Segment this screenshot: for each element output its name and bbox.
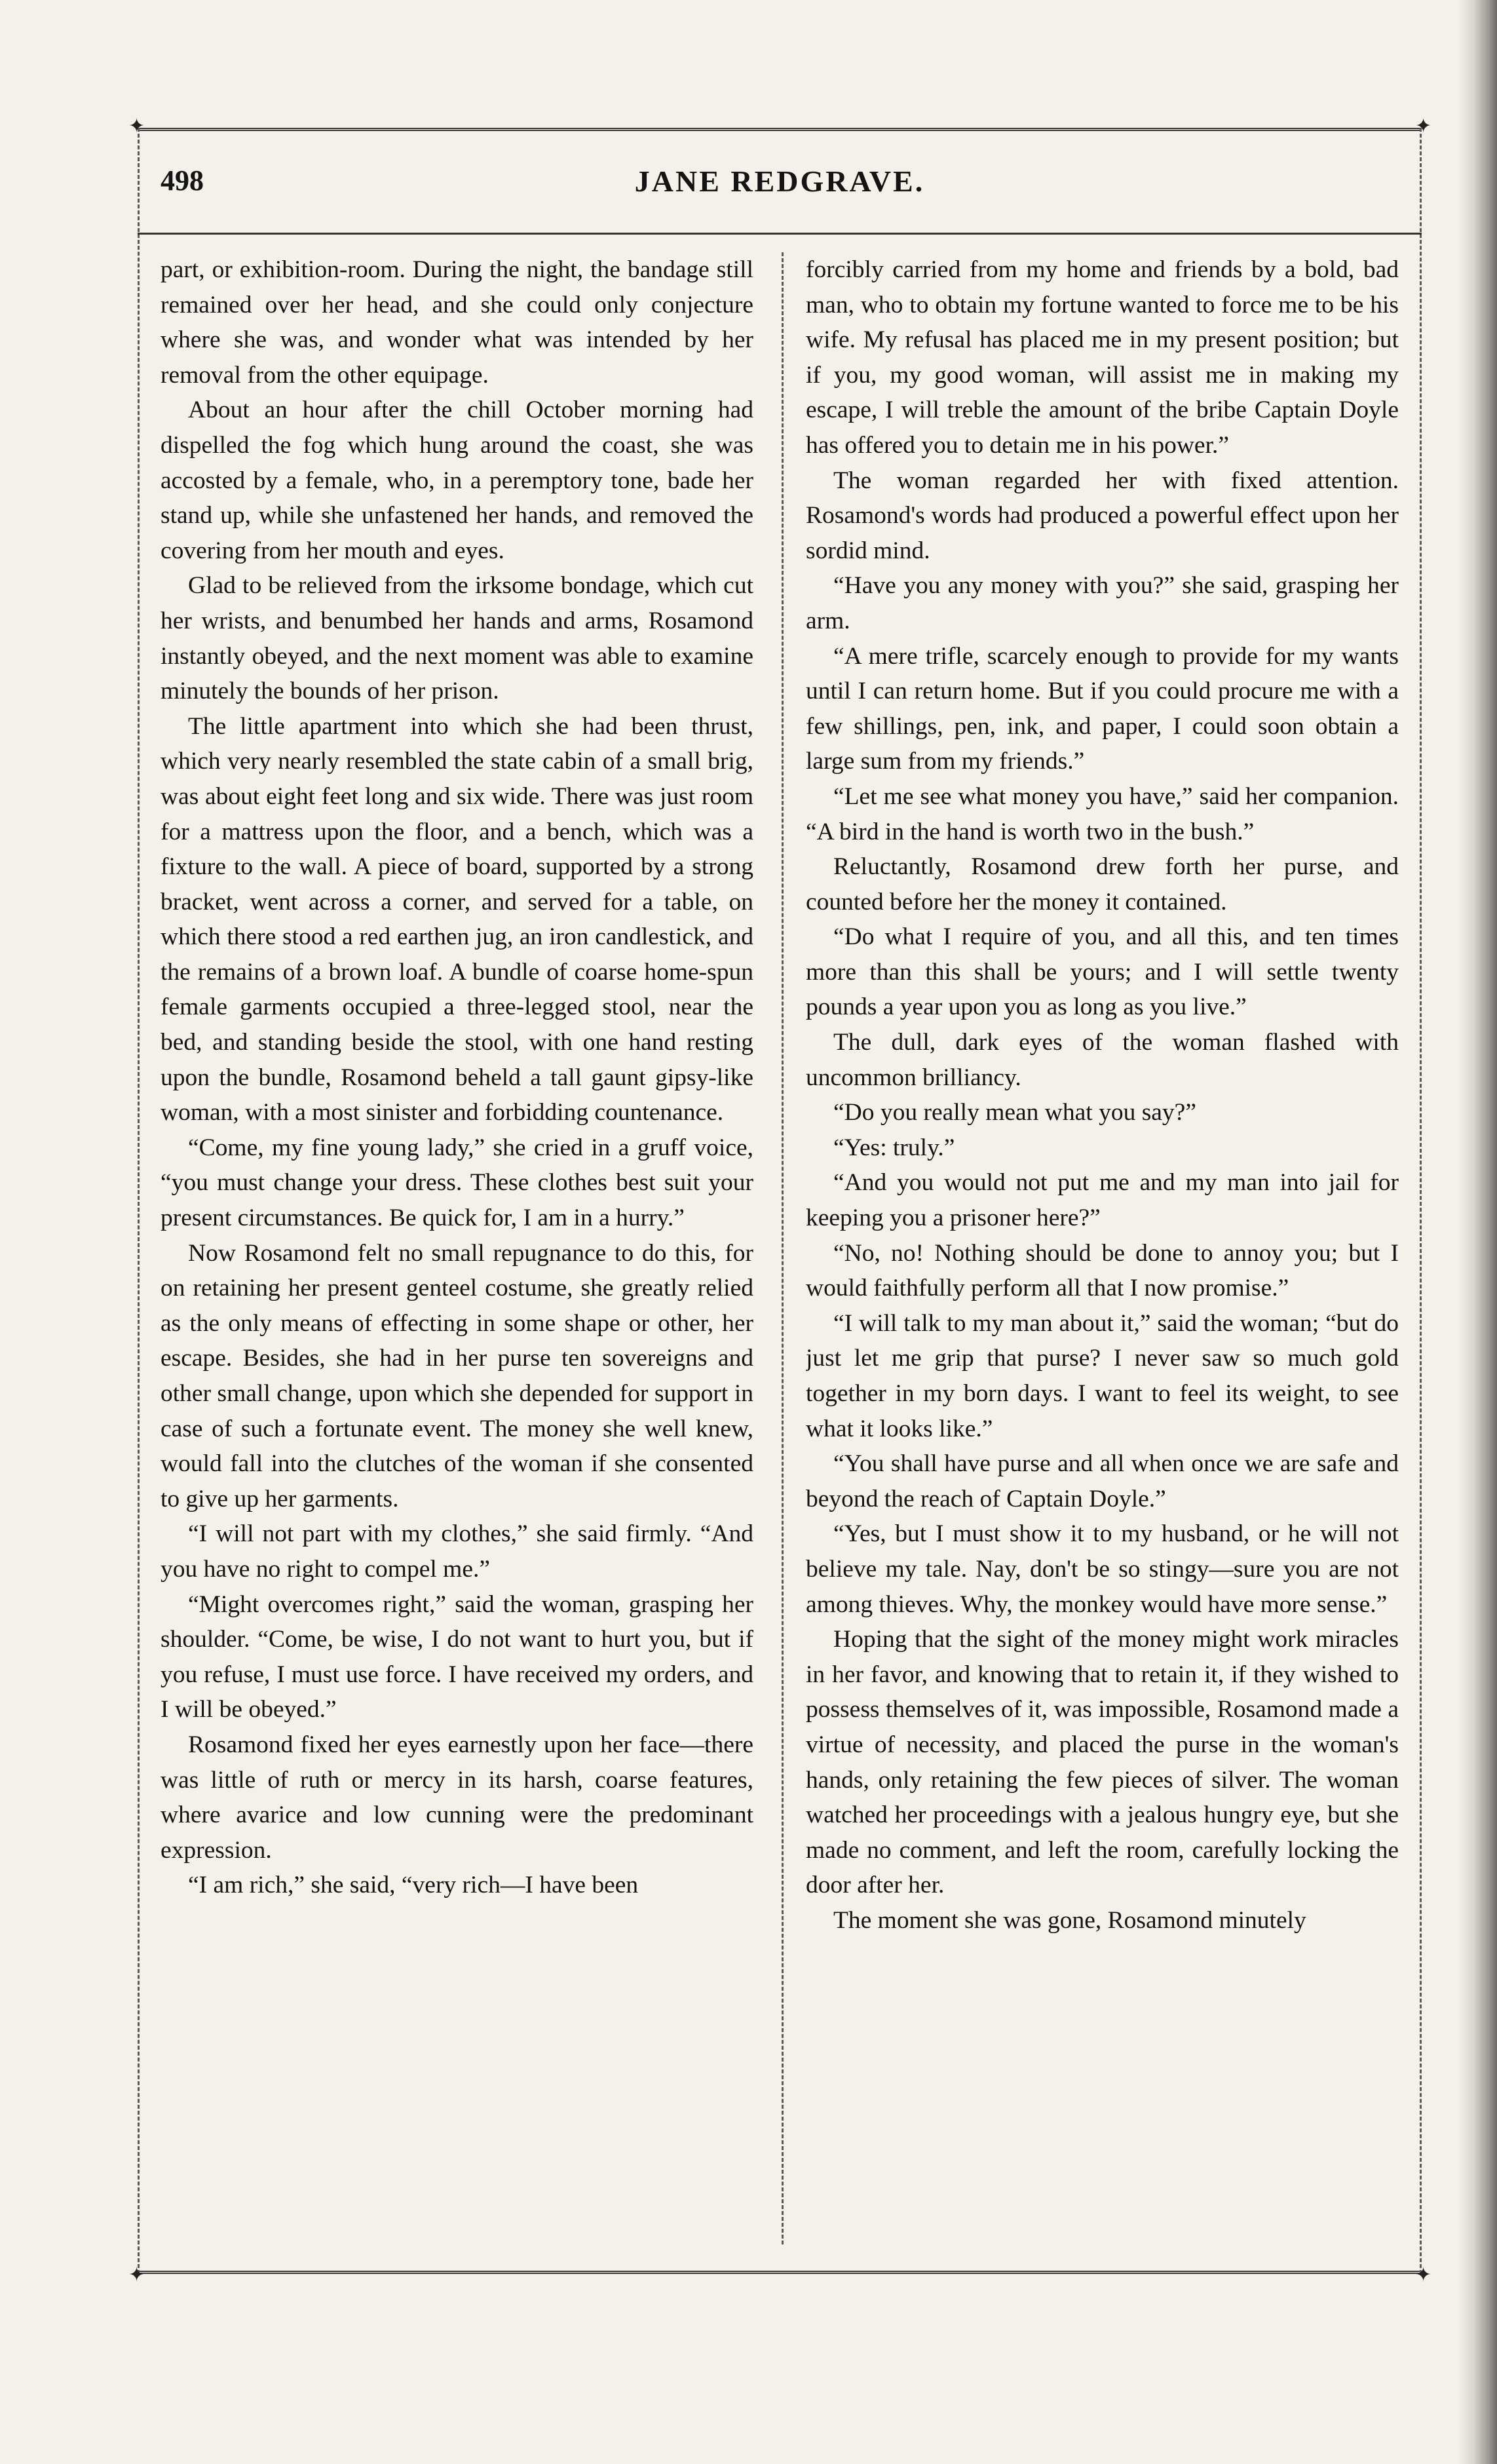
- paragraph: The moment she was gone, Rosamond minutely: [833, 1906, 1306, 1934]
- page-header: [161, 164, 1399, 210]
- bottom-border-rule: [138, 2271, 1422, 2274]
- paragraph: forcibly carried from my home and friends by a bold, bad man, who to obtain my fortune wanted to force me to be his wife. My refusal has placed me in my present position; but if you, my good woman, will assist me in making my escape, I will treble the amount of the bribe Captain Doyle has offered you to detain me in his power.”: [806, 256, 1399, 459]
- paragraph: “And you would not put me and my man into jail for keeping you a prisoner here?”: [806, 1169, 1399, 1232]
- running-title: JANE REDGRAVE.: [634, 164, 925, 198]
- top-border-rule: [138, 128, 1422, 131]
- paragraph: “Might overcomes right,” said the woman, grasping her shoulder. “Come, be wise, I do not want to hurt you, but if you refuse, I must use force. I have received my orders, and I will be obeyed.”: [161, 1590, 753, 1723]
- paragraph: About an hour after the chill October morning had dispelled the fog which hung around the coast, she was accosted by a female, who, in a peremptory tone, bade her stand up, while she unfastened her hands, and removed the covering from her mouth and eyes.: [161, 396, 753, 564]
- paragraph: “Yes: truly.”: [833, 1134, 955, 1161]
- paragraph: Rosamond fixed her eyes earnestly upon her face—there was little of ruth or mercy in its harsh, coarse features, where avarice and low cunning were the predominant expression.: [161, 1731, 753, 1864]
- paragraph: “Do you really mean what you say?”: [833, 1099, 1196, 1126]
- corner-ornament-icon: ✦: [1415, 2264, 1432, 2286]
- paragraph: “I am rich,” she said, “very rich—I have been: [188, 1872, 639, 1899]
- paragraph: “You shall have purse and all when once we are safe and beyond the reach of Captain Doyle.”: [806, 1450, 1399, 1512]
- paragraph: “Come, my fine young lady,” she cried in a gruff voice, “you must change your dress. These clothes best suit your present circumstances. Be quick for, I am in a hurry.”: [161, 1134, 753, 1232]
- paragraph: “Yes, but I must show it to my husband, or he will not believe my tale. Nay, don't be so stingy—sure you are not among thieves. Why, the monkey would have more sense.”: [806, 1520, 1399, 1618]
- page-number: 498: [161, 164, 204, 197]
- paragraph: “I will talk to my man about it,” said the woman; “but do just let me grip that purse? I never saw so much gold together in my born days. I want to feel its weight, to see what it looks like.”: [806, 1309, 1399, 1442]
- paragraph: “No, no! Nothing should be done to annoy you; but I would faithfully perform all that I now promise.”: [806, 1239, 1399, 1302]
- header-rule: [138, 233, 1422, 235]
- corner-ornament-icon: ✦: [128, 2264, 145, 2286]
- left-column: [161, 252, 753, 2244]
- page-frame: [128, 115, 1432, 2286]
- paragraph: Hoping that the sight of the money might work miracles in her favor, and knowing that to retain it, if they wished to possess themselves of it, was impossible, Rosamond made a virtue of necessity, and placed the purse in the woman's hands, only retaining the few pieces of silver. The woman watched her proceedings with a jealous hungry eye, but she made no comment, and left the room, carefully locking the door after her.: [806, 1626, 1399, 1899]
- paragraph: Now Rosamond felt no small repugnance to do this, for on retaining her present genteel costume, she greatly relied as the only means of effecting in some shape or other, her escape. Besides, she had in her purse ten sovereigns and other small change, upon which she depended for support in case of such a fortunate event. The money she well knew, would fall into the clutches of the woman if she consented to give up her garments.: [161, 1239, 753, 1512]
- left-border-rule: [138, 128, 140, 2274]
- text-columns: [161, 252, 1399, 2254]
- paragraph: Reluctantly, Rosamond drew forth her purse, and counted before her the money it contained.: [806, 853, 1399, 915]
- paragraph: The woman regarded her with fixed attention. Rosamond's words had produced a powerful effect upon her sordid mind.: [806, 467, 1399, 564]
- paragraph: “Have you any money with you?” she said, grasping her arm.: [806, 572, 1399, 634]
- paragraph: The little apartment into which she had been thrust, which very nearly resembled the state cabin of a small brig, was about eight feet long and six wide. There was just room for a mattress upon the floor, and a bench, which was a fixture to the wall. A piece of board, supported by a strong bracket, went across a corner, and served for a table, on which there stood a red earthen jug, an iron candlestick, and the remains of a brown loaf. A bundle of coarse home-spun female garments occupied a three-legged stool, near the bed, and standing beside the stool, with one hand resting upon the bundle, Rosamond beheld a tall gaunt gipsy-like woman, with a most sinister and forbidding countenance.: [161, 712, 753, 1126]
- right-column: [806, 252, 1399, 2244]
- paragraph: part, or exhibition-room. During the night, the bandage still remained over her head, and she could only conjecture where she was, and wonder what was intended by her removal from the other equipage.: [161, 256, 753, 389]
- paragraph: The dull, dark eyes of the woman flashed with uncommon brilliancy.: [806, 1029, 1399, 1091]
- column-divider: [782, 252, 784, 2244]
- corner-ornament-icon: ✦: [128, 115, 145, 137]
- corner-ornament-icon: ✦: [1415, 115, 1432, 137]
- paragraph: “I will not part with my clothes,” she said firmly. “And you have no right to compel me.”: [161, 1520, 753, 1583]
- paragraph: “A mere trifle, scarcely enough to provide for my wants until I can return home. But if you could procure me with a few shillings, pen, ink, and paper, I could soon obtain a large sum from my friends.”: [806, 642, 1399, 775]
- paragraph: “Do what I require of you, and all this, and ten times more than this shall be yours; and I will settle twenty pounds a year upon you as long as you live.”: [806, 923, 1399, 1021]
- paragraph: “Let me see what money you have,” said her companion. “A bird in the hand is worth two in the bush.”: [806, 782, 1399, 845]
- right-border-rule: [1420, 128, 1422, 2274]
- page-edge-shadow: [1458, 0, 1497, 2464]
- paragraph: Glad to be relieved from the irksome bondage, which cut her wrists, and benumbed her hands and arms, Rosamond instantly obeyed, and the next moment was able to examine minutely the bounds of her prison.: [161, 572, 753, 705]
